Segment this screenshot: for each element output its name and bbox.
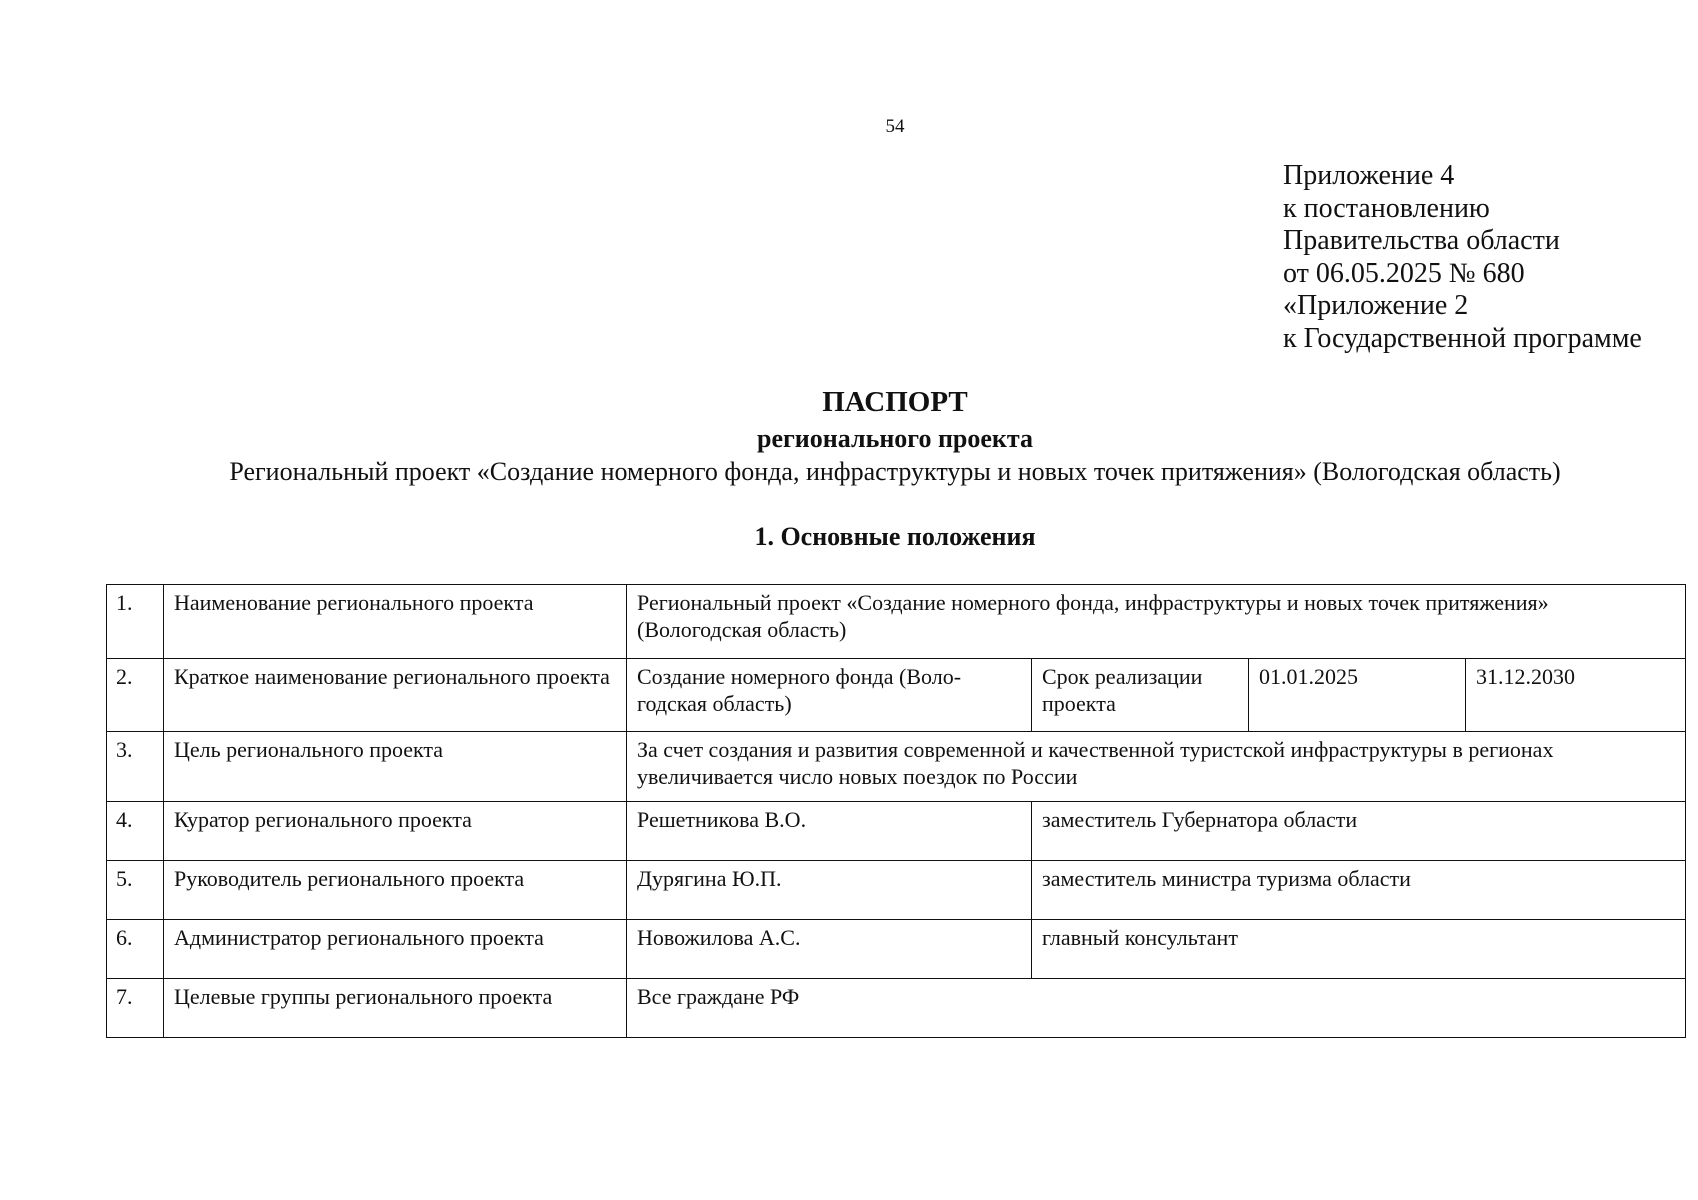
row-label: Руководитель регионального проекта	[164, 861, 627, 920]
row-number: 6.	[107, 920, 164, 979]
row-number: 1.	[107, 585, 164, 659]
table-row	[107, 585, 1686, 659]
person-position: заместитель министра туризма области	[1032, 861, 1686, 920]
person-position: заместитель Губернатора области	[1032, 802, 1686, 861]
end-date: 31.12.2030	[1466, 659, 1686, 732]
row-value: Создание номерного фонда (Воло-годская область)	[627, 659, 1032, 732]
row-number: 2.	[107, 659, 164, 732]
row-number: 7.	[107, 979, 164, 1038]
row-value: За счет создания и развития современной и качественной туристской инфраструктуры в регионах увеличивается число новых поездок по России	[627, 732, 1686, 802]
appendix-line: Правительства области	[1283, 225, 1560, 257]
start-date: 01.01.2025	[1249, 659, 1466, 732]
table-row	[107, 861, 1686, 920]
row-number: 4.	[107, 802, 164, 861]
row-value: Все граждане РФ	[627, 979, 1686, 1038]
row-label: Цель регионального проекта	[164, 732, 627, 802]
document-title: ПАСПОРТ	[822, 386, 968, 418]
appendix-line: от 06.05.2025 № 680	[1283, 257, 1525, 289]
row-label: Целевые группы регионального проекта	[164, 979, 627, 1038]
project-name: Региональный проект «Создание номерного фонда, инфраструктуры и новых точек притяжения» (Вологодская область)	[229, 457, 1561, 486]
table-row	[107, 659, 1686, 732]
row-number: 3.	[107, 732, 164, 802]
page-number: 54	[885, 116, 905, 137]
row-label: Краткое наименование регионального проекта	[164, 659, 627, 732]
table-row	[107, 920, 1686, 979]
row-label: Администратор регионального проекта	[164, 920, 627, 979]
person-name: Дурягина Ю.П.	[627, 861, 1032, 920]
person-name: Решетникова В.О.	[627, 802, 1032, 861]
passport-table	[106, 584, 1686, 1038]
appendix-line: «Приложение 2	[1283, 290, 1469, 322]
row-label: Куратор регионального проекта	[164, 802, 627, 861]
section-title: 1. Основные положения	[754, 522, 1036, 551]
appendix-line: к Государственной программе	[1283, 322, 1642, 354]
person-name: Новожилова А.С.	[627, 920, 1032, 979]
appendix-block	[1283, 160, 1642, 356]
person-position: главный консультант	[1032, 920, 1686, 979]
row-label: Наименование регионального проекта	[164, 585, 627, 659]
table-row	[107, 802, 1686, 861]
appendix-line: Приложение 4	[1283, 160, 1455, 191]
row-number: 5.	[107, 861, 164, 920]
table-row	[107, 979, 1686, 1038]
document-subtitle: регионального проекта	[756, 424, 1034, 453]
row-value: Региональный проект «Создание номерного фонда, инфраструктуры и новых точек притяжения» (Вологодская область)	[627, 585, 1686, 659]
term-label: Срок реализации проекта	[1032, 659, 1249, 732]
appendix-line: к постановлению	[1283, 192, 1490, 224]
table-row	[107, 732, 1686, 802]
